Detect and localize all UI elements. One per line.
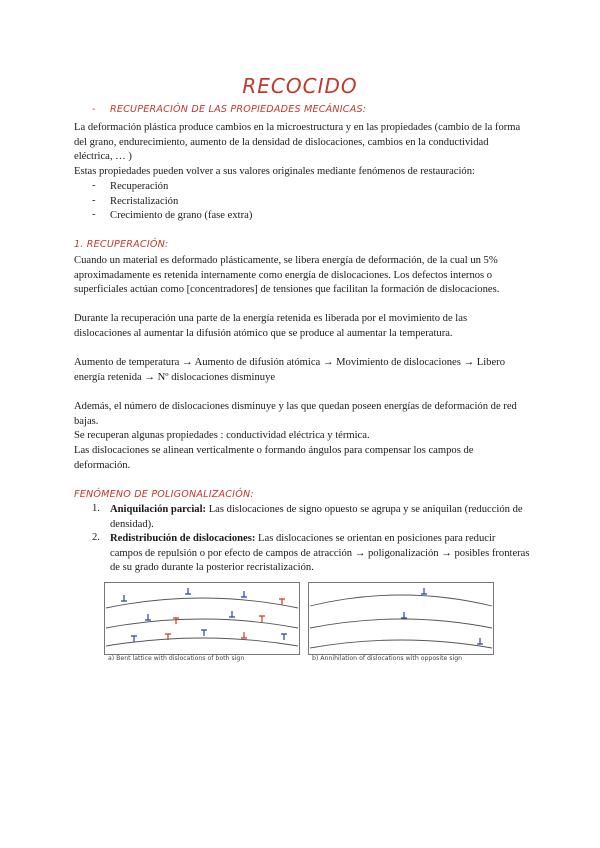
list-bullet: - <box>92 209 96 220</box>
paragraph: Se recuperan algunas propiedades : conductividad eléctrica y térmica. <box>74 430 370 441</box>
list-bullet: - <box>92 195 96 206</box>
section-heading-recuperacion-propiedades: RECUPERACIÓN DE LAS PROPIEDADES MECÁNICAS: <box>110 104 367 115</box>
list-item: Recristalización <box>110 196 179 207</box>
paragraph: Aumento de temperatura → Aumento de difusión atómica → Movimiento de dislocaciones → Libero energía retenida → Nº dislocaciones disminuye <box>74 357 506 383</box>
list-bullet: - <box>92 180 96 191</box>
numbered-item <box>110 532 530 576</box>
list-number: 1. <box>92 503 100 514</box>
paragraph: Cuando un material es deformado plásticamente, se libera energía de deformación, de la cual un 5% aproximadamente es retenida internamente como energía de dislocaciones. Los defectos internos o superficiales actúan como [concentradores] de tensiones que facilitan la formación de dislocaciones. <box>74 255 500 296</box>
figure-frame <box>105 583 300 655</box>
section-bullet: - <box>92 104 96 115</box>
paragraph: Durante la recuperación una parte de la energía retenida es liberada por el movimiento de las dislocaciones al aumentar la difusión atómico que se produce al aumentar la temperatura. <box>74 313 468 339</box>
item-term: Aniquilación parcial: <box>110 504 207 515</box>
paragraph: Estas propiedades pueden volver a sus valores originales mediante fenómenos de restauración: <box>74 166 475 177</box>
list-item: Recuperación <box>110 181 169 192</box>
item-text: Las dislocaciones se orientan en posiciones para reducir campos de repulsión o por efecto de campos de atracción → poligonalización → posibles fronteras de su grado durante la posterior recristalización. <box>110 533 530 574</box>
paragraph: Además, el número de dislocaciones disminuye y las que quedan poseen energías de deformación de red bajas. <box>74 401 517 427</box>
figure-caption-b: b) Annihilation of dislocations with opposite sign <box>312 655 463 662</box>
page-title: RECOCIDO <box>242 74 358 98</box>
list-number: 2. <box>92 532 100 543</box>
paragraph: Las dislocaciones se alinean verticalmente o formando ángulos para compensar los campos de deformación. <box>74 445 474 471</box>
item-term: Redistribución de dislocaciones: <box>110 533 256 544</box>
numbered-item <box>110 503 530 532</box>
section-heading-recuperacion: 1. RECUPERACIÓN: <box>74 239 169 250</box>
item-text: Las dislocaciones de signo opuesto se agrupa y se aniquilan (reducción de densidad). <box>110 504 523 530</box>
section-heading-poligonalizacion: FENÓMENO DE POLIGONALIZACIÓN: <box>74 489 254 500</box>
figure-caption-a: a) Bent lattice with dislocations of both sign <box>108 655 245 662</box>
list-item: Crecimiento de grano (fase extra) <box>110 210 253 221</box>
paragraph: La deformación plástica produce cambios en la microestructura y en las propiedades (cambio de la forma del grano, endurecimiento, aumento de la densidad de dislocaciones, cambios en la conductividad eléctrica, … ) <box>74 122 521 163</box>
